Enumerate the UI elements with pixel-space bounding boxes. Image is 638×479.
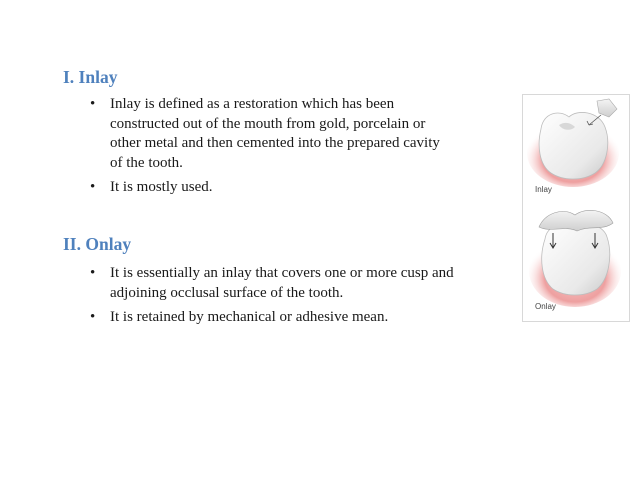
bullet-text-line: constructed out of the mouth from gold, porcelain or: [110, 115, 426, 132]
tooth-illustration-svg: [523, 95, 629, 321]
bullet-text-line: It is essentially an inlay that covers one or more cusp and: [110, 265, 454, 281]
inlay-tooth-graphic: [527, 99, 619, 187]
section-heading-onlay: II. Onlay: [63, 234, 132, 254]
bullet-text-line: It is mostly used.: [110, 179, 213, 195]
bullet-text-line: other metal and then cemented into the prepared cavity: [110, 135, 440, 151]
bullet-text-line: Inlay is defined as a restoration which has been: [110, 96, 395, 112]
bullet-item: [90, 178, 515, 198]
bullet-marker: •: [90, 96, 96, 112]
onlay-tooth-graphic: [529, 210, 621, 307]
bullet-text-line: adjoining occlusal surface of the tooth.: [110, 284, 344, 301]
bullet-marker: •: [90, 179, 96, 195]
inlay-figure-label: Inlay: [535, 185, 552, 194]
inlay-bullet-list: [90, 95, 515, 203]
onlay-bullet-list: [90, 264, 515, 333]
bullet-marker: •: [90, 265, 96, 281]
section-heading-inlay: I. Inlay: [63, 67, 118, 87]
bullet-text-line: It is retained by mechanical or adhesive mean.: [110, 309, 389, 325]
tooth-illustration: [522, 94, 630, 322]
bullet-item: [90, 95, 515, 173]
bullet-text-line: of the tooth.: [110, 154, 183, 171]
bullet-item: [90, 264, 515, 303]
onlay-figure-label: Onlay: [535, 302, 556, 311]
bullet-item: [90, 308, 515, 328]
bullet-marker: •: [90, 309, 96, 325]
